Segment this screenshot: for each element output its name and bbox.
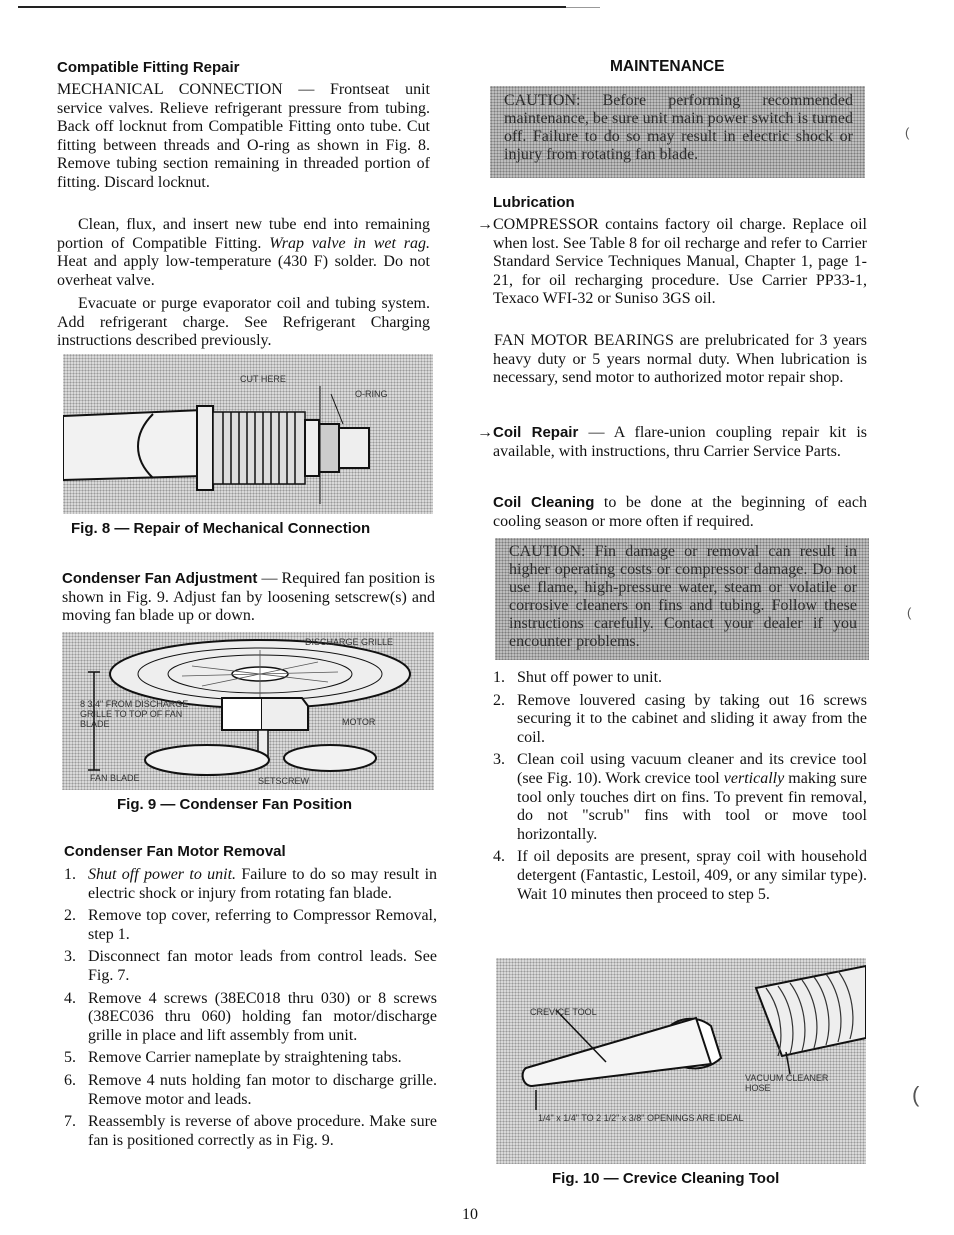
step-number: 6. xyxy=(64,1071,76,1089)
caution-box-fins: CAUTION: Fin damage or removal can result in higher operating costs or compressor damage. Do not use flame, high-pressure water, steam or volatile or corrosive cleaners on fins and tubing. Follow these instructions carefully. Contact your dealer if you encounter problems. xyxy=(495,538,869,660)
fig10-label-crevice-tool: CREVICE TOOL xyxy=(530,1007,597,1017)
fan-adjustment-heading: Condenser Fan Adjustment xyxy=(62,570,258,587)
maintenance-heading: MAINTENANCE xyxy=(610,58,725,75)
step-text-b: making sure tool only touches dirt on fins. To prevent fin removal, do not "scrub" fins with tool or move tool horizontally. xyxy=(517,769,867,843)
crevice-tool-drawing xyxy=(496,958,866,1164)
step-italic: Shut off power to unit. xyxy=(88,866,237,883)
coil-cleaning-step xyxy=(493,692,867,748)
step-number: 1. xyxy=(493,669,505,686)
step-number: 4. xyxy=(493,848,505,866)
page-number: 10 xyxy=(462,1206,478,1223)
step-text-a: Clean coil using vacuum cleaner and its crevice tool (see Fig. 10). Work crevice tool xyxy=(517,751,867,787)
fig10-caption: Fig. 10 — Crevice Cleaning Tool xyxy=(552,1170,780,1187)
change-arrow-icon: → xyxy=(477,424,493,441)
compatible-fitting-paragraph-3: Evacuate or purge evaporator coil and tubing system. Add refrigerant charge. See Refrigerant Charging instructions described previously. xyxy=(57,295,430,350)
motor-removal-list xyxy=(64,866,437,1154)
motor-removal-heading: Condenser Fan Motor Removal xyxy=(64,843,286,860)
step-number: 4. xyxy=(64,989,76,1007)
coil-repair-paragraph xyxy=(493,424,867,461)
coil-repair-heading: Coil Repair xyxy=(493,424,579,441)
caution-box-power: CAUTION: Before performing recommended maintenance, be sure unit main power switch is turned off. Failure to do so may result in electric shock or injury from rotating fan blade. xyxy=(490,86,865,178)
lubrication-heading: Lubrication xyxy=(493,194,575,211)
coil-cleaning-paragraph xyxy=(493,494,867,531)
margin-mark: ( xyxy=(905,125,910,140)
fig9-label-discharge-grille: DISCHARGE GRILLE xyxy=(305,637,394,647)
fig10-label-hose: VACUUM CLEANER HOSE xyxy=(745,1073,829,1093)
step-text: Failure to do so may result in electric shock or injury from rotating fan blade. xyxy=(88,866,438,902)
motor-removal-step xyxy=(64,1049,437,1068)
step-number: 2. xyxy=(493,691,505,709)
top-rule xyxy=(18,6,566,8)
fig8-caption: Fig. 8 — Repair of Mechanical Connection xyxy=(71,520,371,537)
compatible-fitting-heading: Compatible Fitting Repair xyxy=(57,59,240,76)
step-number: 2. xyxy=(64,907,76,925)
coil-cleaning-heading: Coil Cleaning xyxy=(493,494,595,511)
coil-cleaning-step xyxy=(493,669,867,688)
coil-cleaning-step xyxy=(493,751,867,844)
margin-mark: ( xyxy=(912,1082,920,1107)
step-text: Remove Carrier nameplate by straightening tabs. xyxy=(88,1049,402,1067)
fig9-caption: Fig. 9 — Condenser Fan Position xyxy=(117,796,353,813)
step-number: 3. xyxy=(493,751,505,769)
fig10-label-openings: 1/4" x 1/4" TO 2 1/2" x 3/8" OPENINGS ARE IDEAL xyxy=(538,1113,744,1123)
margin-mark: ( xyxy=(907,605,912,620)
fig8-label-cut-here: CUT HERE xyxy=(240,374,286,384)
step-text: Reassembly is reverse of above procedure. Make sure fan is positioned correctly as in Fig. 9. xyxy=(88,1113,437,1149)
change-arrow-icon: → xyxy=(477,216,493,233)
p2-text-a: Clean, flux, and insert new tube end into remaining portion of Compatible Fitting. xyxy=(57,216,430,252)
fan-adjustment-text: — Required fan position is shown in Fig. 9. Adjust fan by loosening setscrew(s) and moving fan blade up or down. xyxy=(62,570,435,625)
step-text-a: Shut off power to unit. xyxy=(517,669,663,686)
step-number: 3. xyxy=(64,948,76,966)
fan-adjustment-paragraph xyxy=(62,570,435,626)
step-italic: vertically xyxy=(723,769,785,787)
coil-cleaning-step xyxy=(493,848,867,904)
fig8-label-oring: O-RING xyxy=(355,389,388,399)
compatible-fitting-paragraph-2 xyxy=(57,216,430,290)
fig9-label-setscrew: SETSCREW xyxy=(258,776,310,786)
step-text-a: Remove louvered casing by taking out 16 screws securing it to the cabinet and sliding it away from the coil. xyxy=(517,691,867,746)
step-number: 7. xyxy=(64,1113,76,1131)
step-number: 5. xyxy=(64,1049,76,1067)
p2-italic: Wrap valve in wet rag. xyxy=(269,234,430,252)
step-text: Remove 4 nuts holding fan motor to discharge grille. Remove motor and leads. xyxy=(88,1071,437,1108)
fig10-illustration xyxy=(496,958,866,1164)
motor-removal-step xyxy=(64,1072,437,1109)
step-text: Remove top cover, referring to Compressor Removal, step 1. xyxy=(88,907,437,943)
step-text: Remove 4 screws (38EC018 thru 030) or 8 screws (38EC036 thru 060) holding fan motor/discharge grille in place and lift assembly from unit. xyxy=(88,989,437,1044)
coil-cleaning-text: to be done at the beginning of each cooling season or more often if required. xyxy=(493,494,867,530)
fig9-label-dimension: 8 3/4" FROM DISCHARGE GRILLE TO TOP OF FAN BLADE xyxy=(80,699,189,729)
fig9-label-motor: MOTOR xyxy=(342,717,376,727)
motor-removal-step xyxy=(64,866,437,903)
top-rule-faint xyxy=(566,7,600,8)
lubrication-paragraph-2: FAN MOTOR BEARINGS are prelubricated for 3 years heavy duty or 5 years normal duty. When lubrication is necessary, send motor to authorized motor repair shop. xyxy=(493,332,867,387)
motor-removal-step xyxy=(64,948,437,985)
motor-removal-step xyxy=(64,1113,437,1150)
fig9-label-fan-blade: FAN BLADE xyxy=(90,773,140,783)
motor-removal-step xyxy=(64,907,437,944)
lubrication-paragraph-1: COMPRESSOR contains factory oil charge. Replace oil when lost. See Table 8 for oil recharge and refer to Carrier Standard Service Techniques Manual, Chapter 1, page 1-21, for oil recharging procedure. Use Carrier PP33-1, Texaco WFI-32 or Suniso 3GS oil. xyxy=(493,216,867,308)
p2-text-b: Heat and apply low-temperature (430 F) solder. Do not overheat valve. xyxy=(57,253,430,289)
motor-removal-step xyxy=(64,990,437,1046)
step-text-a: If oil deposits are present, spray coil with household detergent (Fantastic, Lestoil, 409, or any similar type). Wait 10 minutes then proceed to step 5. xyxy=(517,848,867,903)
coil-cleaning-steps xyxy=(493,669,867,908)
compatible-fitting-paragraph-1: MECHANICAL CONNECTION — Frontseat unit service valves. Relieve refrigerant pressure from tubing. Back off locknut from Compatible Fitting onto tube. Cut fitting between threads and O-ring as shown in Fig. 8. Remove tubing section remaining in threaded portion of fitting. Discard locknut. xyxy=(57,81,430,191)
coil-repair-text: — A flare-union coupling repair kit is available, with instructions, thru Carrier Service Parts. xyxy=(493,424,867,460)
step-text: Disconnect fan motor leads from control leads. See Fig. 7. xyxy=(88,948,437,984)
step-number: 1. xyxy=(64,866,76,883)
